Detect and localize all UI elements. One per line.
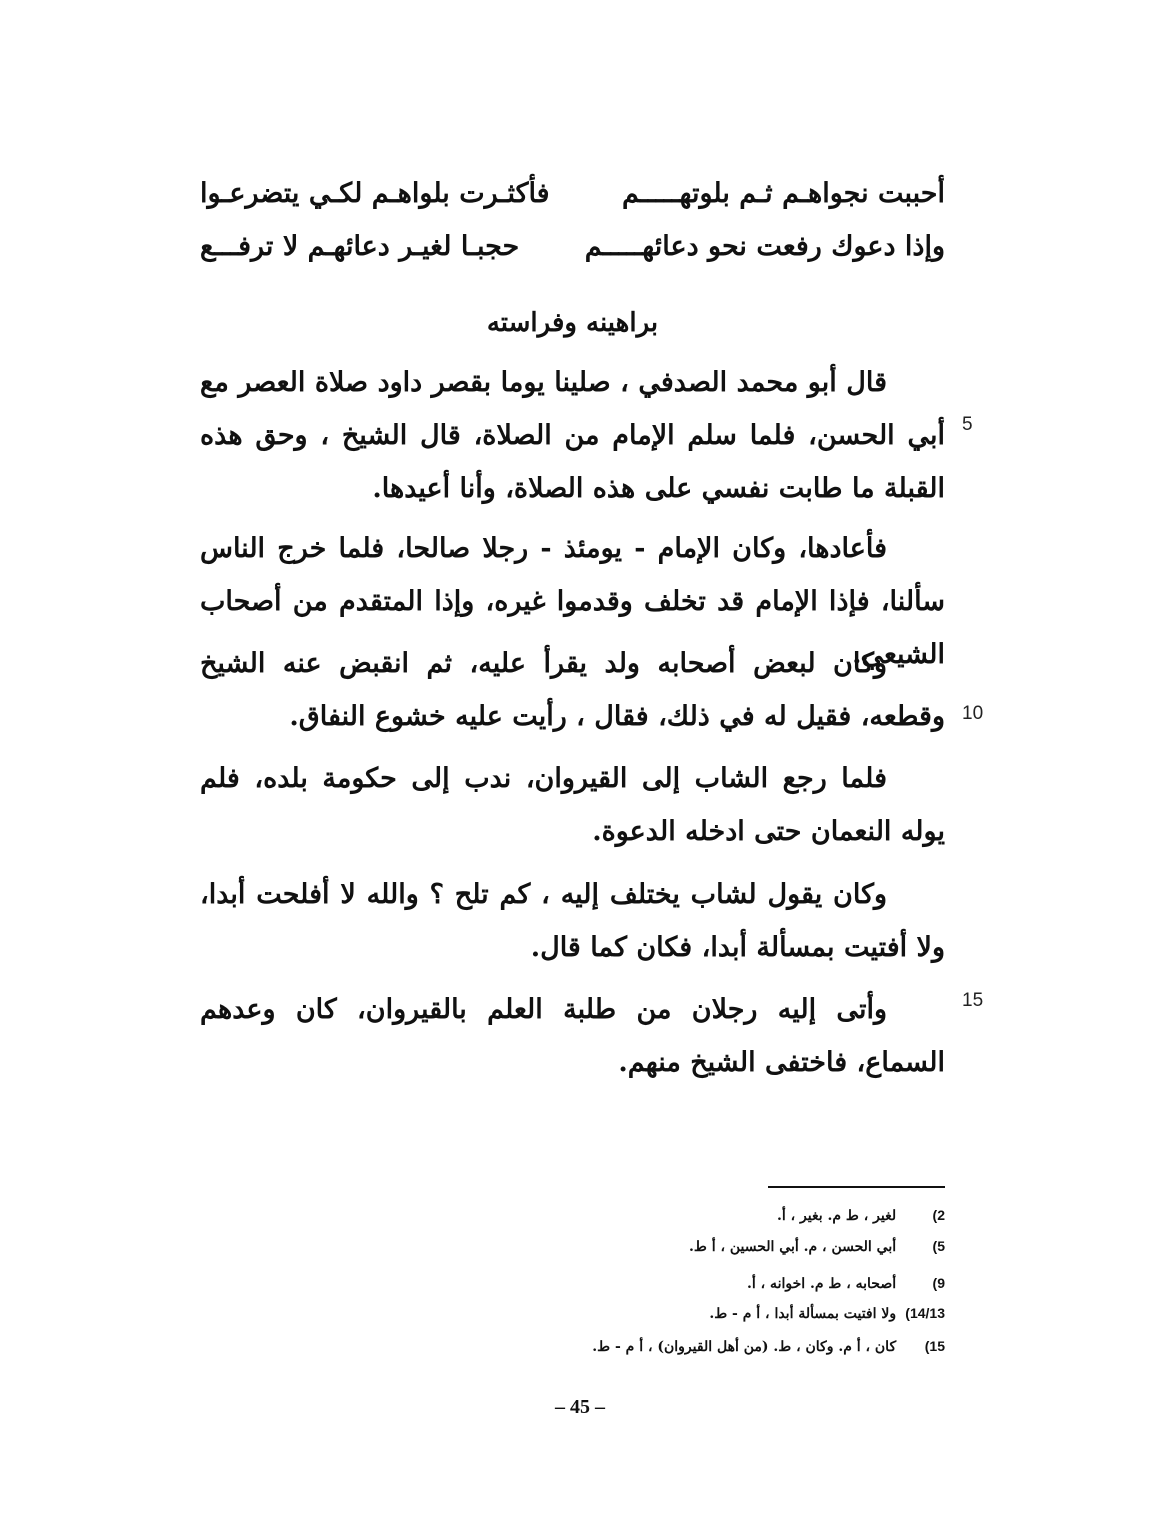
verse-line-2 [200,231,945,279]
paragraph-6: وأتى إليه رجلان من طلبة العلم بالقيروان، كان وعدهم السماع، فاختفى الشيخ منهم. [200,994,945,1078]
paragraph-1: قال أبو محمد الصدفي ، صلينا يوما بقصر داود صلاة العصر مع أبي الحسن، فلما سلم الإمام من الصلاة، قال الشيخ ، وحق هذه القبلة ما طابت نفسي على هذه الصلاة، وأنا أعيدها. [200,367,945,504]
footnote-2-ref: 5) [932,1238,945,1254]
verse-2-second-hemistich: حجبـا لغيـر دعائهـم لا ترفـــع [200,231,520,262]
paragraph-5: وكان يقول لشاب يختلف إليه ، كم تلح ؟ والله لا أفلحت أبدا، ولا أفتيت بمسألة أبدا، فكان كما قال. [200,879,945,963]
section-heading: براهينه وفراسته [486,308,659,338]
footnote-3-ref: 9) [932,1275,945,1291]
footnote-1-ref: 2) [932,1207,945,1223]
footnote-4-ref: 14/13) [905,1305,945,1321]
footnote-rule [768,1186,945,1188]
footnote-5-ref: 15) [924,1338,945,1354]
footnote-4-text: ولا افتيت بمسألة أبدا ، أ م - ط. [709,1306,897,1322]
verse-line-1 [200,178,945,226]
footnote-2 [560,1238,945,1255]
verse-1-second-hemistich: فأكثـرت بلواهـم لكـي يتضرعـوا [200,178,550,209]
paragraph-4: فلما رجع الشاب إلى القيروان، ندب إلى حكومة بلده، فلم يوله النعمان حتى ادخله الدعوة. [200,763,945,847]
line-number-15: 15 [962,990,984,1011]
verse-2-first-hemistich: وإذا دعوك رفعت نحو دعائهـــــم [584,231,945,262]
verse-1-first-hemistich: أحببت نجواهـم ثـم بلوتهـــــم [622,178,945,209]
footnote-3-text: أصحابه ، ط م. اخوانه ، أ. [747,1276,897,1292]
footnote-1 [560,1207,945,1224]
footnote-1-text: لغير ، ط م. بغير ، أ. [777,1208,897,1224]
footnote-5 [560,1338,945,1355]
page-number: – 45 – [555,1396,605,1418]
footnote-2-text: أبي الحسن ، م. أبي الحسين ، أ ط. [689,1239,897,1255]
paragraph-2: فأعادها، وكان الإمام - يومئذ - رجلا صالحا، فلما خرج الناس سألنا، فإذا الإمام قد تخلف وقدموا غيره، وإذا المتقدم من أصحاب الشيعي. [200,533,945,670]
line-number-10: 10 [962,703,984,724]
footnote-4 [560,1305,945,1322]
line-number-5: 5 [962,414,973,435]
paragraph-3: وكان لبعض أصحابه ولد يقرأ عليه، ثم انقبض عنه الشيخ وقطعه، فقيل له في ذلك، فقال ، رأيت عليه خشوع النفاق. [200,648,945,732]
footnote-3 [560,1275,945,1292]
footnote-5-text: كان ، أ م. وكان ، ط. (من أهل القيروان) ، أ م - ط. [592,1339,897,1355]
